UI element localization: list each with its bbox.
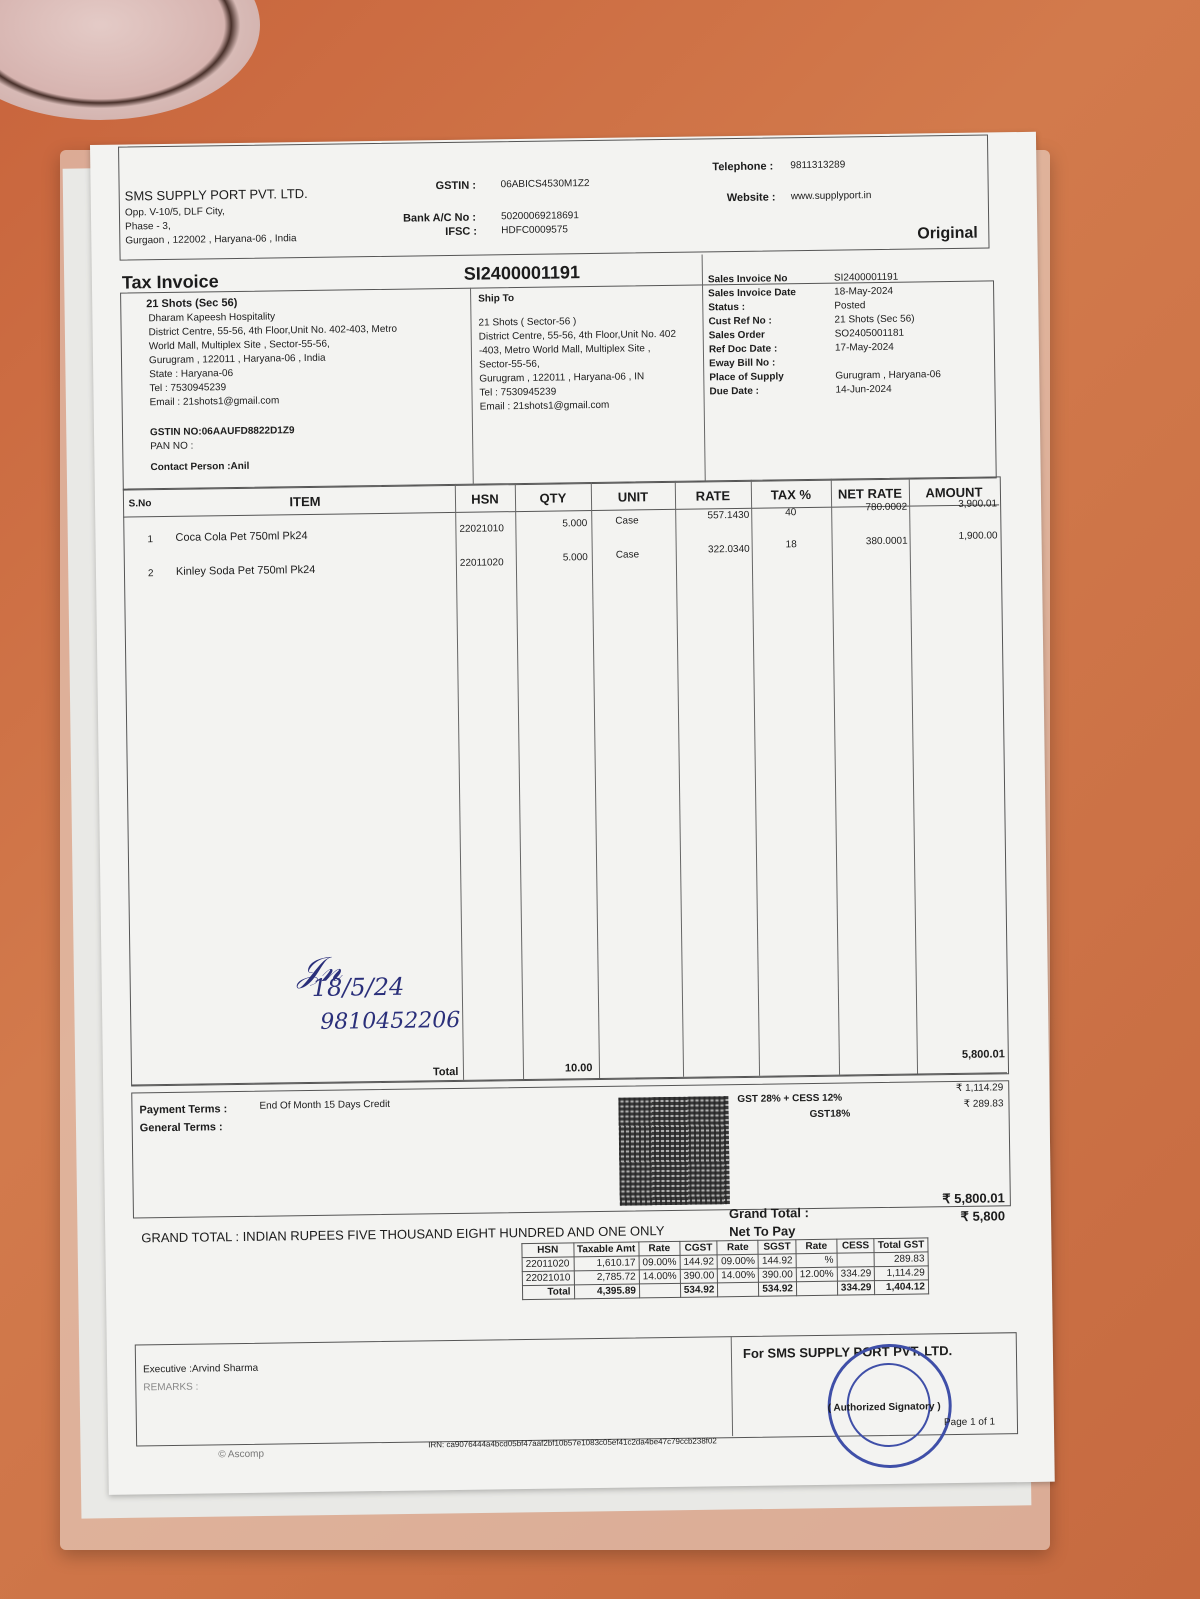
table-row-1-item: Coca Cola Pet 750ml Pk24	[175, 530, 308, 544]
table-row-1-hsn: 22021010	[459, 523, 504, 535]
gst-header: Taxable Amt	[573, 1242, 639, 1257]
bank-account: 50200069218691	[500, 210, 579, 223]
gst-cell: 2,785.72	[574, 1270, 640, 1285]
telephone-number: 9811313289	[790, 159, 846, 172]
gst-cell: 390.00	[759, 1268, 797, 1283]
header-unit: UNIT	[617, 489, 649, 505]
header-rate: RATE	[695, 488, 731, 504]
gst-header: Total GST	[874, 1238, 928, 1253]
header-sno: S.No	[128, 498, 152, 510]
gst-header: CESS	[837, 1239, 875, 1254]
meta-label-3: Cust Ref No :	[708, 315, 772, 328]
invoice-sheet	[90, 132, 1055, 1495]
tax-line2-label: GST18%	[809, 1108, 851, 1121]
table-row-2-tax: 18	[785, 539, 797, 551]
company-gstin: 06ABICS4530M1Z2	[500, 178, 590, 191]
table-row-2-rate: 322.0340	[707, 543, 750, 556]
table-row-2-sno: 2	[147, 568, 154, 580]
table-row-1-net: 780.0002	[865, 501, 908, 514]
grand-total-label: Grand Total :	[728, 1205, 810, 1222]
qr-code	[618, 1096, 729, 1206]
meta-label-0: Sales Invoice No	[707, 273, 788, 286]
gst-total-cell	[639, 1283, 680, 1298]
ship-to-line5: Gurugram , 122011 , Haryana-06 , IN	[479, 371, 645, 385]
tax-line1-value: ₹ 1,114.29	[955, 1082, 1004, 1095]
software-credit: © Ascomp	[218, 1448, 265, 1461]
page-number: Page 1 of 1	[943, 1416, 996, 1429]
executive-name: Executive :Arvind Sharma	[143, 1362, 259, 1376]
bill-to-line1: Dharam Kapeesh Hospitality	[148, 311, 276, 325]
payment-terms: End Of Month 15 Days Credit	[259, 1098, 391, 1112]
general-terms-label: General Terms :	[139, 1121, 223, 1135]
gst-cell: 1,114.29	[875, 1266, 929, 1281]
gst-cell: 09.00%	[639, 1255, 680, 1270]
ship-to-tel: Tel : 7530945239	[479, 386, 557, 399]
gst-total-cell: 4,395.89	[574, 1284, 640, 1299]
ship-to-line2: District Centre, 55-56, 4th Floor,Unit No. 402	[478, 328, 677, 343]
table-row-2-hsn: 22011020	[459, 557, 504, 569]
ship-to-line1: 21 Shots ( Sector-56 )	[478, 316, 577, 329]
bill-to-line3: World Mall, Multiplex Site , Sector-55-56,	[148, 338, 330, 353]
invoice-number: SI2400001191	[463, 262, 581, 284]
grand-total: ₹ 5,800.01	[942, 1190, 1005, 1207]
gst-cell: 144.92	[758, 1254, 796, 1269]
gst-cell: 334.29	[837, 1267, 875, 1282]
gst-cell: 14.00%	[639, 1269, 680, 1284]
handwritten-initials: 𝒥𝓃	[297, 949, 343, 991]
meta-value-3: 21 Shots (Sec 56)	[834, 313, 915, 326]
table-row-1-tax: 40	[785, 507, 797, 519]
gst-total-cell: Total	[522, 1285, 574, 1300]
authorized-signatory: ( Authorized Signatory )	[827, 1401, 941, 1414]
bill-to-pan: PAN NO :	[150, 440, 194, 453]
ifsc-label: IFSC :	[445, 225, 478, 239]
table-row-2-net: 380.0001	[865, 535, 908, 548]
meta-value-4: SO2405001181	[834, 327, 905, 340]
header-qty: QTY	[539, 490, 567, 506]
meta-label-2: Status :	[708, 301, 746, 314]
payment-terms-label: Payment Terms :	[139, 1103, 228, 1117]
ship-to-line3: -403, Metro World Mall, Multiplex Site ,	[478, 343, 651, 357]
company-name: SMS SUPPLY PORT PVT. LTD.	[124, 185, 308, 204]
bill-to-email: Email : 21shots1@gmail.com	[149, 395, 280, 409]
gst-cell: 22011020	[522, 1257, 574, 1272]
header-amount: AMOUNT	[925, 484, 983, 501]
gst-cell: 14.00%	[718, 1268, 759, 1283]
meta-label-8: Due Date :	[709, 385, 760, 398]
net-to-pay: ₹ 5,800	[960, 1208, 1006, 1224]
gst-breakdown-table	[521, 1237, 929, 1300]
table-row-2-unit: Case	[615, 549, 640, 561]
gstin-label: GSTIN :	[435, 179, 477, 193]
handwritten-date: 18/5/24	[311, 972, 405, 1002]
table-row-1-qty: 5.000	[562, 518, 588, 530]
total-label: Total	[432, 1065, 459, 1079]
meta-value-8: 14-Jun-2024	[835, 383, 892, 396]
table-row-1-unit: Case	[615, 515, 639, 527]
meta-label-1: Sales Invoice Date	[708, 287, 797, 300]
total-amount: 5,800.01	[961, 1048, 1005, 1061]
table-row-1-sno: 1	[147, 534, 154, 546]
header-hsn: HSN	[471, 491, 499, 507]
meta-value-0: SI2400001191	[833, 271, 899, 284]
gst-cell: 144.92	[680, 1255, 718, 1270]
table-row-2-qty: 5.000	[562, 552, 588, 564]
gst-total-cell: 534.92	[759, 1282, 797, 1297]
website-url: www.supplyport.in	[790, 190, 872, 203]
bank-label: Bank A/C No :	[402, 211, 477, 225]
doc-title: Tax Invoice	[121, 271, 219, 293]
gst-total-cell	[718, 1282, 759, 1297]
irn-number: IRN: ca9076444a4bcd05bf47aaf2bf10b57e1083c05ef41c2da4be47c79ccb238f02	[428, 1436, 717, 1450]
telephone-label: Telephone :	[712, 160, 774, 174]
bill-to-gstin: GSTIN NO:06AAUFD8822D1Z9	[149, 425, 295, 439]
bill-to-line4: Gurugram , 122011 , Haryana-06 , India	[148, 352, 326, 367]
tape-roll	[0, 0, 260, 120]
website-label: Website :	[726, 191, 776, 205]
bill-to-line2: District Centre, 55-56, 4th Floor,Unit No. 402-403, Metro	[148, 323, 398, 339]
total-qty: 10.00	[564, 1062, 593, 1075]
meta-value-1: 18-May-2024	[834, 285, 894, 298]
gst-cell: 289.83	[874, 1252, 928, 1267]
company-address-3: Gurgaon , 122002 , Haryana-06 , India	[125, 233, 297, 247]
bill-to-tel: Tel : 7530945239	[149, 382, 227, 395]
gst-header: HSN	[522, 1243, 574, 1258]
gst-header: SGST	[758, 1240, 796, 1255]
ship-to-label: Ship To	[478, 293, 515, 305]
company-address-1: Opp. V-10/5, DLF City,	[124, 206, 225, 219]
gst-header: CGST	[680, 1241, 718, 1256]
company-address-2: Phase - 3,	[125, 220, 171, 233]
table-row-2-item: Kinley Soda Pet 750ml Pk24	[175, 563, 316, 578]
gst-cell: 1,610.17	[574, 1256, 640, 1271]
bill-to-state: State : Haryana-06	[149, 368, 234, 381]
meta-label-4: Sales Order	[708, 329, 765, 342]
header-item: ITEM	[289, 493, 321, 510]
meta-value-5: 17-May-2024	[834, 341, 894, 354]
meta-value-7: Gurugram , Haryana-06	[835, 369, 941, 382]
ifsc-code: HDFC0009575	[501, 224, 569, 237]
ship-to-line4: Sector-55-56,	[479, 358, 540, 371]
meta-label-7: Place of Supply	[709, 371, 784, 384]
gst-header: Rate	[639, 1241, 680, 1256]
grand-total-words: GRAND TOTAL : INDIAN RUPEES FIVE THOUSAND EIGHT HUNDRED AND ONE ONLY	[141, 1223, 665, 1246]
tax-line1-label: GST 28% + CESS 12%	[737, 1092, 843, 1106]
table-row-2-amount: 1,900.00	[958, 530, 998, 542]
ship-to-email: Email : 21shots1@gmail.com	[479, 399, 610, 413]
bill-to-contact: Contact Person :Anil	[150, 460, 250, 474]
gst-header: Rate	[796, 1239, 837, 1254]
gst-cell: 09.00%	[717, 1254, 758, 1269]
gst-header: Rate	[717, 1240, 758, 1255]
gst-total-cell: 1,404.12	[875, 1280, 929, 1295]
net-to-pay-label: Net To Pay	[729, 1223, 796, 1240]
table-row-1-rate: 557.1430	[707, 509, 750, 522]
meta-label-5: Ref Doc Date :	[708, 343, 778, 356]
bill-to-name: 21 Shots (Sec 56)	[146, 296, 238, 311]
remarks-label: REMARKS :	[143, 1381, 199, 1394]
meta-label-6: Eway Bill No :	[709, 357, 776, 370]
tax-line2-value: ₹ 289.83	[963, 1098, 1004, 1110]
gst-cell: 12.00%	[796, 1267, 837, 1282]
gst-cell	[837, 1253, 875, 1268]
gst-cell: %	[796, 1253, 837, 1268]
header-net-rate: NET RATE	[837, 485, 903, 502]
gst-total-cell: 334.29	[837, 1281, 875, 1296]
gst-total-cell: 534.92	[680, 1283, 718, 1298]
header-tax: TAX %	[770, 486, 812, 503]
for-company: For SMS SUPPLY PORT PVT. LTD.	[742, 1343, 953, 1362]
table-row-1-amount: 3,900.01	[958, 498, 998, 510]
gst-cell: 22021010	[522, 1271, 574, 1286]
copy-label: Original	[917, 224, 978, 243]
handwritten-phone: 9810452206	[320, 1007, 461, 1035]
meta-value-2: Posted	[834, 300, 866, 312]
gst-cell: 390.00	[680, 1269, 718, 1284]
gst-total-cell	[796, 1281, 837, 1296]
